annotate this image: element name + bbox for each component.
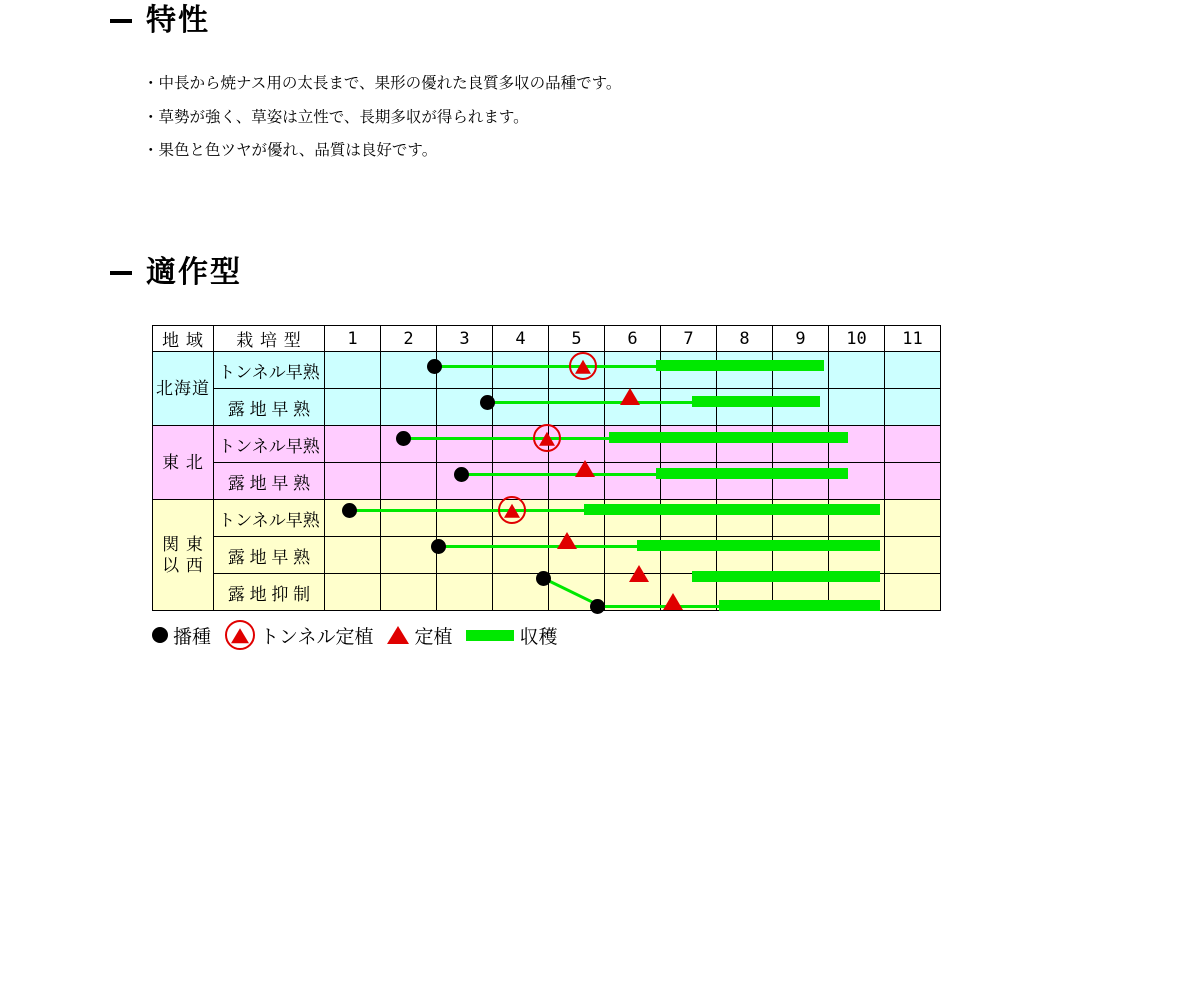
cell <box>549 463 605 500</box>
type-label: トンネル早熟 <box>214 500 325 537</box>
cell <box>773 426 829 463</box>
cell <box>493 463 549 500</box>
header-month-1: 1 <box>325 326 381 352</box>
type-label: トンネル早熟 <box>214 352 325 389</box>
cell <box>437 463 493 500</box>
cell <box>885 537 941 574</box>
cell <box>717 574 773 611</box>
cell <box>885 352 941 389</box>
cell <box>493 500 549 537</box>
header-month-11: 11 <box>885 326 941 352</box>
cell <box>717 389 773 426</box>
cell <box>381 463 437 500</box>
cell <box>605 574 661 611</box>
cell <box>773 389 829 426</box>
cell <box>325 352 381 389</box>
header-month-4: 4 <box>493 326 549 352</box>
type-label: 露 地 抑 制 <box>214 574 325 611</box>
cell <box>717 352 773 389</box>
cell <box>829 352 885 389</box>
cell <box>325 389 381 426</box>
cell <box>661 463 717 500</box>
header-month-8: 8 <box>717 326 773 352</box>
type-label: 露 地 早 熟 <box>214 389 325 426</box>
cell <box>661 574 717 611</box>
cell <box>717 500 773 537</box>
header-month-10: 10 <box>829 326 885 352</box>
cell <box>493 389 549 426</box>
croptype-heading <box>110 255 242 290</box>
cell <box>885 426 941 463</box>
cell <box>605 500 661 537</box>
cell <box>493 426 549 463</box>
cell <box>605 537 661 574</box>
header-month-6: 6 <box>605 326 661 352</box>
cell <box>829 463 885 500</box>
cell <box>605 426 661 463</box>
cell <box>325 463 381 500</box>
legend-label: トンネル定植 <box>260 626 374 648</box>
legend-label: 播種 <box>173 626 212 648</box>
header-month-5: 5 <box>549 326 605 352</box>
header-region: 地 域 <box>153 326 214 352</box>
cell <box>773 463 829 500</box>
cell <box>381 574 437 611</box>
cell <box>829 500 885 537</box>
cell <box>437 389 493 426</box>
header-month-3: 3 <box>437 326 493 352</box>
cell <box>381 426 437 463</box>
heading-dash-icon <box>110 271 132 275</box>
cell <box>661 426 717 463</box>
table-row <box>153 389 941 426</box>
cell <box>549 537 605 574</box>
cell <box>549 352 605 389</box>
cell <box>885 500 941 537</box>
red-triangle-icon <box>387 626 409 644</box>
cell <box>885 463 941 500</box>
cell <box>885 389 941 426</box>
cell <box>381 389 437 426</box>
cell <box>549 389 605 426</box>
type-label: トンネル早熟 <box>214 426 325 463</box>
cell <box>773 574 829 611</box>
cell <box>325 500 381 537</box>
black-circle-icon <box>152 627 168 643</box>
cell <box>437 574 493 611</box>
region-label-kanto <box>153 500 214 611</box>
header-type: 栽 培 型 <box>214 326 325 352</box>
cell <box>549 500 605 537</box>
heading-dash-icon <box>110 19 132 23</box>
legend-item-tunnel-transplant <box>225 620 379 650</box>
cell <box>381 537 437 574</box>
features-heading <box>110 3 210 38</box>
cell <box>605 463 661 500</box>
cell <box>717 426 773 463</box>
cell <box>437 537 493 574</box>
cell <box>717 537 773 574</box>
cell <box>829 574 885 611</box>
region-label-tohoku: 東 北 <box>153 426 214 500</box>
cell <box>661 389 717 426</box>
table-row <box>153 426 941 463</box>
region-label-kanto-line1: 関 東 <box>162 534 204 554</box>
cell <box>661 500 717 537</box>
header-month-9: 9 <box>773 326 829 352</box>
cell <box>885 574 941 611</box>
cell <box>661 537 717 574</box>
region-label-hokkaido: 北海道 <box>153 352 214 426</box>
legend-label: 収穫 <box>519 626 558 648</box>
cell <box>829 537 885 574</box>
region-label-kanto-line2: 以 西 <box>162 556 204 575</box>
table-header-row <box>153 326 941 352</box>
type-label: 露 地 早 熟 <box>214 537 325 574</box>
cell <box>829 426 885 463</box>
type-label: 露 地 早 熟 <box>214 463 325 500</box>
red-triangle-circled-icon <box>225 620 255 650</box>
cell <box>773 500 829 537</box>
cell <box>493 537 549 574</box>
cell <box>605 389 661 426</box>
cell <box>549 426 605 463</box>
header-month-2: 2 <box>381 326 437 352</box>
cell <box>605 352 661 389</box>
cell <box>325 537 381 574</box>
cell <box>549 574 605 611</box>
cell <box>381 352 437 389</box>
legend-item-harvest <box>466 622 563 649</box>
features-heading-text: 特性 <box>146 3 210 38</box>
chart-legend <box>152 620 563 650</box>
cell <box>829 389 885 426</box>
cell <box>717 463 773 500</box>
features-list <box>143 76 621 177</box>
cell <box>325 574 381 611</box>
cell <box>773 352 829 389</box>
cell <box>437 426 493 463</box>
cell <box>437 352 493 389</box>
legend-item-transplant <box>387 622 458 649</box>
header-month-7: 7 <box>661 326 717 352</box>
cell <box>325 426 381 463</box>
table-row <box>153 574 941 611</box>
cell <box>437 500 493 537</box>
cell <box>381 500 437 537</box>
table-row <box>153 537 941 574</box>
green-bar-icon <box>466 630 514 641</box>
list-item: ・草勢が強く、草姿は立性で、長期多収が得られます。 <box>143 108 529 126</box>
list-item: ・中長から焼ナス用の太長まで、果形の優れた良質多収の品種です。 <box>143 75 622 92</box>
croptype-heading-text: 適作型 <box>146 255 242 290</box>
cell <box>661 352 717 389</box>
legend-label: 定植 <box>414 626 453 648</box>
table-row <box>153 352 941 389</box>
cell <box>493 574 549 611</box>
table-row <box>153 463 941 500</box>
list-item: ・果色と色ツヤが優れ、品質は良好です。 <box>143 142 438 159</box>
table-row <box>153 500 941 537</box>
crop-calendar-table <box>152 325 941 611</box>
cell <box>773 537 829 574</box>
legend-item-sowing <box>152 622 217 649</box>
cell <box>493 352 549 389</box>
